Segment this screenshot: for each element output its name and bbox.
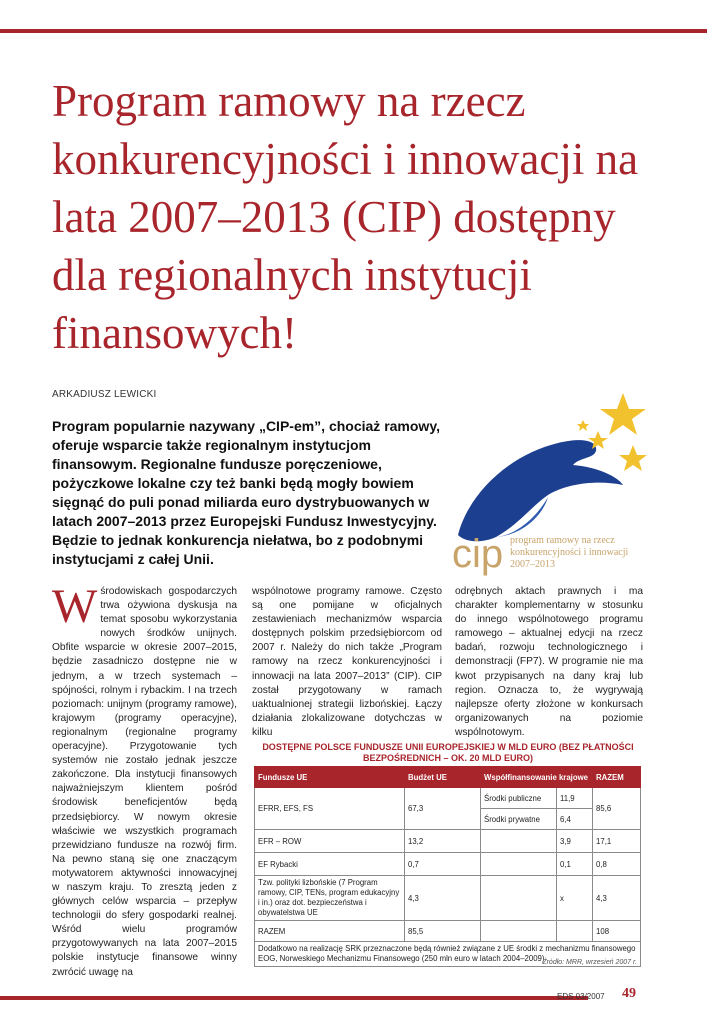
logo-swoosh (458, 440, 623, 541)
cip-logo (448, 385, 658, 580)
body-column-3: odrębnych aktach prawnych i ma charakter komplementarny w stosunku do innego wspólnotowego programu ramowego – aktualnej edycji na rzecz badań, rozwoju technologicznego i demonstracji (FP7). W programie nie ma kwot przypisanych na dany kraj lub region. Oznacza to, że wygrywają najlepsze oferty złożone w konkursach organizowanych na poziomie wspólnotowym. (455, 586, 643, 738)
header-budzet: Budżet UE (405, 767, 481, 788)
footer-issue: EDS 03/2007 (557, 992, 605, 1001)
table-source: Źródło: MRR, wrzesień 2007 r. (542, 959, 637, 966)
table-row: EF Rybacki 0,7 0,1 0,8 (255, 853, 641, 876)
page-number: 49 (622, 986, 636, 1001)
table-row: EFRR, EFS, FS 67,3 Środki publiczne 11,9 85,6 (255, 788, 641, 809)
logo-line1: program ramowy na rzecz (510, 535, 615, 546)
body-column-1 (52, 580, 237, 980)
table-row: Tzw. polityki lizbońskie (7 Program ramowy, CIP, TENs, program edukacyjny i in.) oraz dot. bezpieczeństwa i obywatelstwa UE 4,3 x 4,3 (255, 876, 641, 921)
bottom-rule (0, 996, 588, 1000)
table-row: RAZEM 85,5 108 (255, 921, 641, 942)
logo-star-tiny (577, 420, 589, 431)
header-fundusze: Fundusze UE (255, 767, 405, 788)
table-header-row (255, 767, 641, 788)
logo-line2: konkurencyjności i innowacji (510, 547, 629, 558)
table-title-line2: BEZPOŚREDNICH – OK. 20 MLD EURO) (362, 753, 534, 763)
drop-cap: W (52, 580, 98, 633)
logo-star-large (600, 393, 646, 435)
logo-mark: cip (452, 532, 504, 576)
table-row: Środki prywatne 6,4 (255, 809, 641, 830)
top-rule (0, 29, 707, 33)
logo-line3: 2007–2013 (510, 559, 555, 570)
header-razem: RAZEM (593, 767, 641, 788)
table-title-line1: DOSTĘPNE POLSCE FUNDUSZE UNII EUROPEJSKIEJ W MLD EURO (BEZ PŁATNOŚCI (262, 742, 634, 752)
table-row: EFR – ROW 13,2 3,9 17,1 (255, 830, 641, 853)
header-wspolfinansowanie: Współfinansowanie krajowe (481, 767, 593, 788)
article-author: ARKADIUSZ LEWICKI (52, 389, 157, 400)
table-note: Dodatkowo na realizację SRK przeznaczone będą również związane z UE środki z mechanizmu finansowego EOG, Norweskiego Mechanizmu Finansowego (250 mln euro w latach 2004–2009) (255, 942, 641, 967)
body-column-1-text: środowiskach gospodarczych trwa ożywiona dyskusja na temat sposobu wykorzystania nowych środków unijnych. Obfite wsparcie w okresie 2007–2015, będzie zasadniczo dostępne nie w jednym, a w trzech systemach – spójności, rolnym i rybackim. I na trzech poziomach: unijnym (programy ramowe), krajowym (programy operacyjne), regionalnym (regionalne programy operacyjne). Przygotowanie tych systemów nie zostało jednak jeszcze zakończone. Dla instytucji finansowych najważniejszym klientem pośród środowisk beneficjentów będą przedsiębiorcy. W nowym okresie właściwie we wszystkich programach przewidziano fundusze na rozwój firm. Na pewno staną się one znaczącym motywatorem aktywności innowacyjnej w naszym kraju. To zresztą jeden z głównych celów wsparcia – przepływ technologii do sfery gospodarki realnej. Wśród wielu programów przygotowywanych na lata 2007–2015 polskie instytucje finansowe winny zwrócić uwagę na (52, 586, 237, 978)
funds-table (254, 766, 641, 967)
body-column-2: wspólnotowe programy ramowe. Często są one pomijane w oficjalnych zestawieniach mechanizmów wsparcia dostępnych polskim przedsiębiorcom od 2007 r. Należy do nich także „Program ramowy na rzecz konkurencyjności i innowacji na lata 2007–2013” (CIP). CIP został przygotowany w ramach uaktualnionej strategii lizbońskiej. Łączy działania zlokalizowane dotychczas w kilku (252, 586, 442, 738)
table-title (256, 742, 640, 764)
logo-star-medium (619, 445, 647, 471)
article-lead: Program popularnie nazywany „CIP-em”, chociaż ramowy, oferuje wsparcie także regionalnym instytucjom finansowym. Regionalne fundusze poręczeniowe, pożyczkowe lokalne czy też banki będą mogły bowiem sięgnąć do puli ponad miliarda euro dystrybuowanych w latach 2007–2013 przez Europejski Fundusz Inwestycyjny. Będzie to jednak konkurencja niełatwa, bo z podobnymi instytucjami z całej Unii. (52, 418, 440, 567)
article-title: Program ramowy na rzecz konkurencyjności i innowacji na lata 2007–2013 (CIP) dostępny dla regionalnych instytucji finansowych! (52, 76, 639, 358)
